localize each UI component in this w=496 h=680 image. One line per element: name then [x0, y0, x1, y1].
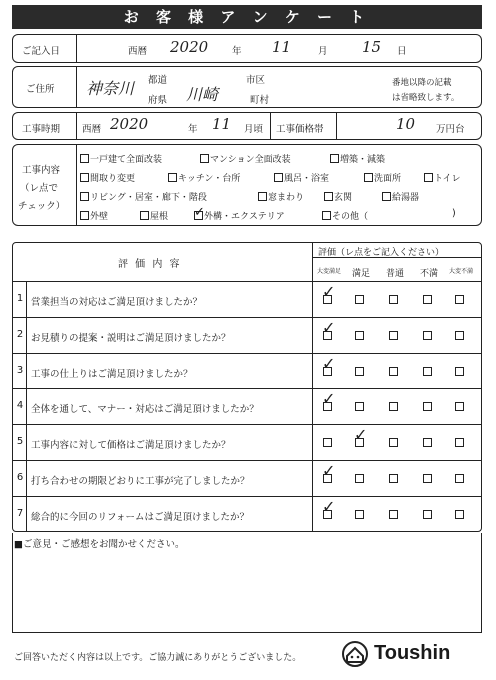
- question-text: お見積りの提案・説明はご満足頂けましたか？: [31, 332, 231, 344]
- address-prefecture-value: 神奈川: [86, 79, 135, 98]
- checkmark-icon: ✓: [322, 389, 336, 409]
- checkmark-icon: ✓: [322, 282, 336, 301]
- rating-checkbox[interactable]: [455, 331, 464, 340]
- content-option-label: その他（: [332, 212, 369, 222]
- rating-checkbox[interactable]: [423, 295, 432, 304]
- content-option-label: 窓まわり: [268, 193, 305, 203]
- content-option[interactable]: [382, 190, 419, 203]
- row-divider: [12, 317, 482, 318]
- content-option[interactable]: [140, 209, 168, 222]
- date-month-value: 11: [272, 38, 292, 56]
- content-option[interactable]: [322, 209, 368, 222]
- content-option-label: 玄関: [334, 193, 353, 203]
- row-divider: [12, 388, 482, 389]
- question-text: 打ち合わせの期限どおりに工事が完了しましたか？: [31, 476, 250, 487]
- address-city-value: 川崎: [186, 85, 219, 104]
- content-option[interactable]: [258, 190, 304, 203]
- rating-checkbox[interactable]: [355, 331, 364, 340]
- rating-checkbox[interactable]: [389, 367, 398, 376]
- content-option[interactable]: [168, 171, 240, 184]
- price-label: 工事価格帯: [276, 124, 324, 135]
- content-option-label: トイレ: [434, 174, 461, 184]
- brand-name: Toushin: [374, 642, 451, 664]
- question-text: 総合的に今回のリフォームはご満足頂けましたか？: [31, 511, 250, 523]
- content-option[interactable]: [80, 190, 207, 203]
- question-text: 全体を通して、マナー・対応はご満足頂けましたか？: [31, 404, 259, 416]
- content-option[interactable]: [80, 152, 162, 165]
- content-label-3: チェック）: [18, 201, 66, 212]
- address-todo: 都道: [148, 75, 168, 86]
- rating-checkbox[interactable]: [455, 367, 464, 376]
- checkbox[interactable]: [364, 173, 373, 182]
- rating-checkbox[interactable]: [455, 402, 464, 411]
- comments-label: ■ご意見・ご感想をお聞かせください。: [14, 539, 185, 550]
- rating-column-header: 不満: [419, 269, 438, 279]
- content-label-2: （レ点で: [20, 183, 59, 194]
- evaluation-table: [12, 242, 482, 532]
- content-option[interactable]: [194, 205, 285, 222]
- row-divider: [12, 353, 482, 354]
- rating-checkbox[interactable]: [355, 510, 364, 519]
- rating-checkbox[interactable]: [455, 474, 464, 483]
- content-option-label: 一戸建て全面改装: [90, 155, 163, 165]
- comments-box: [12, 533, 482, 633]
- checkbox[interactable]: [168, 173, 177, 182]
- rating-checkbox[interactable]: [355, 367, 364, 376]
- checkbox[interactable]: [140, 211, 149, 220]
- checkbox[interactable]: [330, 154, 339, 163]
- rating-column-header: 満足: [351, 269, 370, 279]
- house-logo-icon: [340, 640, 370, 668]
- address-label: ご住所: [26, 84, 55, 95]
- date-year-unit: 年: [232, 46, 242, 57]
- checkbox[interactable]: [382, 192, 391, 201]
- content-option[interactable]: [200, 152, 291, 165]
- checkbox[interactable]: [200, 154, 209, 163]
- period-month-value: 11: [212, 115, 232, 133]
- period-month-unit: 月頃: [244, 124, 264, 135]
- address-ku: 市区: [246, 75, 266, 86]
- content-option[interactable]: [324, 190, 352, 203]
- question-text: 工事の仕上りはご満足頂けましたか？: [31, 368, 193, 380]
- checkbox[interactable]: [424, 173, 433, 182]
- rating-checkbox[interactable]: [423, 367, 432, 376]
- date-month-unit: 月: [318, 46, 328, 57]
- date-year-value: 2020: [170, 38, 209, 56]
- rating-checkbox[interactable]: [389, 438, 398, 447]
- checkbox[interactable]: [322, 211, 331, 220]
- rating-checkbox[interactable]: [389, 331, 398, 340]
- rating-checkbox[interactable]: [423, 474, 432, 483]
- rating-checkbox[interactable]: [389, 510, 398, 519]
- content-option-label: 洗面所: [374, 174, 402, 184]
- rating-checkbox[interactable]: [423, 331, 432, 340]
- content-option-label: 外壁: [90, 212, 109, 222]
- question-number: 3: [16, 364, 24, 376]
- address-town: 町村: [250, 95, 270, 106]
- checkmark-icon: ✓: [354, 425, 368, 445]
- checkmark-icon: ✓: [322, 317, 336, 337]
- date-label: ご記入日: [22, 46, 61, 57]
- checkmark-icon: ✓: [322, 353, 336, 373]
- price-value: 10: [396, 115, 416, 133]
- address-note-2: は省略致します。: [392, 93, 460, 103]
- question-number: 4: [16, 400, 24, 412]
- question-number: 1: [16, 293, 24, 304]
- content-option[interactable]: [80, 209, 108, 222]
- rating-checkbox[interactable]: [455, 510, 464, 519]
- checkbox[interactable]: [80, 173, 89, 182]
- checkbox[interactable]: [80, 211, 89, 220]
- question-number: 6: [16, 472, 24, 483]
- row-divider: [12, 424, 482, 425]
- checkbox[interactable]: [274, 173, 283, 182]
- rating-checkbox[interactable]: [355, 295, 364, 304]
- content-option-label: マンション全面改装: [210, 155, 291, 165]
- question-number: 2: [16, 328, 24, 340]
- date-era: 西暦: [128, 46, 148, 57]
- content-option[interactable]: [424, 171, 461, 184]
- question-number: 5: [16, 436, 24, 448]
- checkbox[interactable]: [324, 192, 333, 201]
- rating-checkbox[interactable]: [355, 474, 364, 483]
- rating-checkbox[interactable]: [389, 295, 398, 304]
- rating-column-header: 普通: [385, 269, 404, 279]
- rating-checkbox[interactable]: [389, 402, 398, 411]
- rating-header: 評価（レ点をご記入ください）: [318, 248, 445, 258]
- evaluation-header-label: 評 価 内 容: [118, 259, 182, 270]
- content-option-label: 増築・減築: [340, 155, 386, 165]
- content-option-label: 外構・エクステリア: [204, 212, 285, 222]
- period-year-unit: 年: [188, 124, 198, 135]
- question-text: 工事内容に対して価格はご満足頂けましたか？: [31, 440, 231, 452]
- content-option-label: 風呂・浴室: [284, 174, 330, 184]
- rating-checkbox[interactable]: [455, 438, 464, 447]
- survey-title: お 客 様 ア ン ケ ー ト: [12, 5, 482, 29]
- content-option[interactable]: [330, 152, 385, 165]
- date-day-value: 15: [362, 38, 382, 56]
- rating-checkbox[interactable]: [389, 474, 398, 483]
- content-label-1: 工事内容: [22, 165, 61, 176]
- rating-column-header: 大変満足: [316, 268, 341, 275]
- footer-text: ご回答いただく内容は以上です。ご協力誠にありがとうございました。: [14, 653, 302, 663]
- question-text: 営業担当の対応はご満足頂けましたか？: [31, 297, 203, 308]
- address-fuken: 府県: [148, 95, 168, 106]
- rating-column-header: 大変不満: [448, 268, 473, 275]
- content-option[interactable]: [364, 171, 401, 184]
- rating-checkbox[interactable]: [423, 510, 432, 519]
- rating-checkbox[interactable]: [423, 438, 432, 447]
- content-option-label: キッチン・台所: [178, 174, 241, 184]
- content-option[interactable]: [274, 171, 329, 184]
- rating-checkbox[interactable]: [455, 295, 464, 304]
- checkmark-icon: ✓: [322, 496, 336, 516]
- checkbox[interactable]: [80, 154, 89, 163]
- address-note-1: 番地以降の記載: [392, 78, 452, 88]
- content-option-label: 給湯器: [392, 193, 420, 203]
- checkmark-icon: ✓: [194, 205, 205, 220]
- content-option-label: リビング・居室・廊下・階段: [90, 193, 207, 203]
- checkmark-icon: ✓: [322, 461, 336, 480]
- checkbox[interactable]: [80, 192, 89, 201]
- checkbox[interactable]: [258, 192, 267, 201]
- row-divider: [12, 460, 482, 461]
- row-divider: [12, 496, 482, 497]
- date-row: [12, 34, 482, 63]
- content-option[interactable]: [80, 171, 135, 184]
- price-unit: 万円台: [436, 124, 465, 135]
- period-label: 工事時期: [22, 124, 61, 135]
- period-era: 西暦: [82, 124, 102, 135]
- content-other-close: ): [452, 208, 456, 219]
- rating-checkbox[interactable]: [355, 402, 364, 411]
- date-day-unit: 日: [397, 46, 407, 57]
- period-year-value: 2020: [110, 115, 149, 133]
- checkbox[interactable]: [194, 205, 205, 220]
- rating-checkbox[interactable]: [423, 402, 432, 411]
- content-option-label: 屋根: [150, 212, 169, 222]
- brand-logo: [340, 640, 480, 670]
- question-number: 7: [16, 507, 24, 519]
- rating-checkbox[interactable]: [323, 438, 332, 447]
- content-option-label: 間取り変更: [90, 174, 136, 184]
